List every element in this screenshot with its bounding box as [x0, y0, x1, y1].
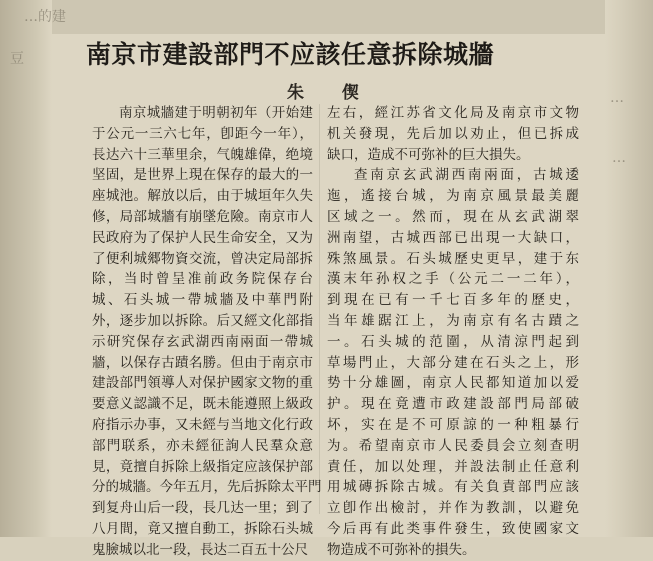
text-line: 坏，实在是不可原諒的一种粗暴行 — [327, 416, 579, 433]
text-line: 当年雄踞江上，为南京有名古蹟之 — [327, 312, 579, 329]
text-line: 区域之一。然而，現在从玄武湖翠 — [327, 208, 579, 225]
text-line: 鬼臉城以北一段，長达二百五十公尺 — [92, 541, 308, 558]
article-title: 南京市建設部門不应該任意拆除城牆 — [86, 40, 495, 69]
text-line: 牆，以保存古蹟名勝。但由于南京市 — [92, 354, 313, 371]
text-line: 見，竟擅自拆除上級指定应該保护部 — [92, 458, 313, 475]
text-line: 城、石头城一帶城牆及中華門附 — [92, 292, 313, 309]
text-line: 草場門止，大部分建在石头之上，形 — [327, 354, 579, 371]
text-line: 要意义認識不足，既未能遵照上級政 — [92, 396, 313, 413]
text-line: 修，局部城牆有崩墜危險。南京市人 — [92, 208, 313, 225]
text-line: 南京城牆建于明朝初年（开始建 — [119, 105, 313, 121]
article-column-right — [327, 103, 579, 561]
text-line: 立卽作出檢討，并作为教訓，以避免 — [327, 500, 579, 517]
article-author: 朱 偰 — [287, 83, 375, 103]
text-line: 建設部門領導人对保护國家文物的重 — [92, 375, 313, 392]
text-line: 一。石头城的范圍，从清涼門起到 — [327, 333, 579, 350]
text-line: 除，当时曾呈准前政务院保存台 — [92, 271, 313, 288]
text-line: 長达六十三華里余，气魄雄偉，绝境 — [92, 146, 313, 163]
margin-fragment-right-2: … — [612, 150, 626, 166]
text-line: 于公元一三六七年，卽距今一年）， — [92, 125, 313, 142]
text-line: 机关發現，先后加以劝止，但已拆成 — [327, 125, 579, 142]
text-line: 护。現在竟遭市政建設部門局部破 — [327, 396, 579, 413]
right-page-edge — [605, 0, 653, 537]
text-line: 責任，加以处理，并設法制止任意利 — [327, 458, 579, 475]
text-line: 府指示办事，又未經与当地文化行政 — [92, 416, 313, 433]
margin-fragment-right-1: … — [610, 90, 624, 106]
text-line: 左右，經江苏省文化局及南京市文物 — [327, 105, 579, 121]
text-line: 外，逐步加以拆除。后又經文化部指 — [92, 312, 313, 329]
margin-fragment-left: 豆 — [10, 51, 24, 67]
text-line: 八月間，竟又擅自動工，拆除石头城 — [92, 520, 313, 537]
text-line: 今后再有此类事件發生，致使國家文 — [327, 520, 579, 537]
text-line: 迤，遙接台城，为南京風景最美麗 — [327, 188, 579, 205]
text-line: 势十分雄圖，南京人民都知道加以爱 — [327, 375, 579, 392]
text-line: 为。希望南京市人民委員会立刻查明 — [327, 437, 579, 454]
left-page-edge — [0, 0, 52, 537]
text-line: 缺口，造成不可弥补的巨大損失。 — [327, 146, 530, 163]
top-page-band — [0, 0, 653, 34]
text-line: 了便利城郷物資交流，曾决定局部拆 — [92, 250, 313, 267]
article-column-left — [92, 103, 322, 561]
text-line: 用城磚拆除古城。有关負責部門应該 — [327, 479, 579, 496]
text-line: 到現在已有一千七百多年的歷史， — [327, 292, 579, 309]
text-line: 洲南望，古城西部已出現一大缺口， — [327, 229, 579, 246]
text-line: 坚固，是世界上現在保存的最大的一 — [92, 167, 313, 184]
text-line: 部門联系，亦未經征詢人民羣众意 — [92, 437, 313, 454]
text-line: 座城池。解放以后，由于城垣年久失 — [92, 188, 313, 205]
text-line: 殊煞風景。石头城歷史更早，建于东 — [327, 250, 579, 267]
text-line: 漢末年孙权之手（公元二一二年）， — [327, 271, 579, 288]
text-line: 分的城牆。今年五月，先后拆除太平門 — [92, 479, 322, 496]
text-line: 到复舟山后一段，長几达一里；到了 — [92, 500, 313, 517]
text-line: 示研究保存玄武湖西南兩面一帶城 — [92, 333, 313, 350]
text-line: 民政府为了保护人民生命安全，又为 — [92, 229, 313, 246]
text-line: 查南京玄武湖西南兩面，古城逶 — [354, 167, 579, 184]
text-line: 物造成不可弥补的損失。 — [327, 541, 476, 558]
margin-fragment-top-left: …的建 — [24, 9, 66, 25]
column-gutter — [319, 104, 320, 514]
